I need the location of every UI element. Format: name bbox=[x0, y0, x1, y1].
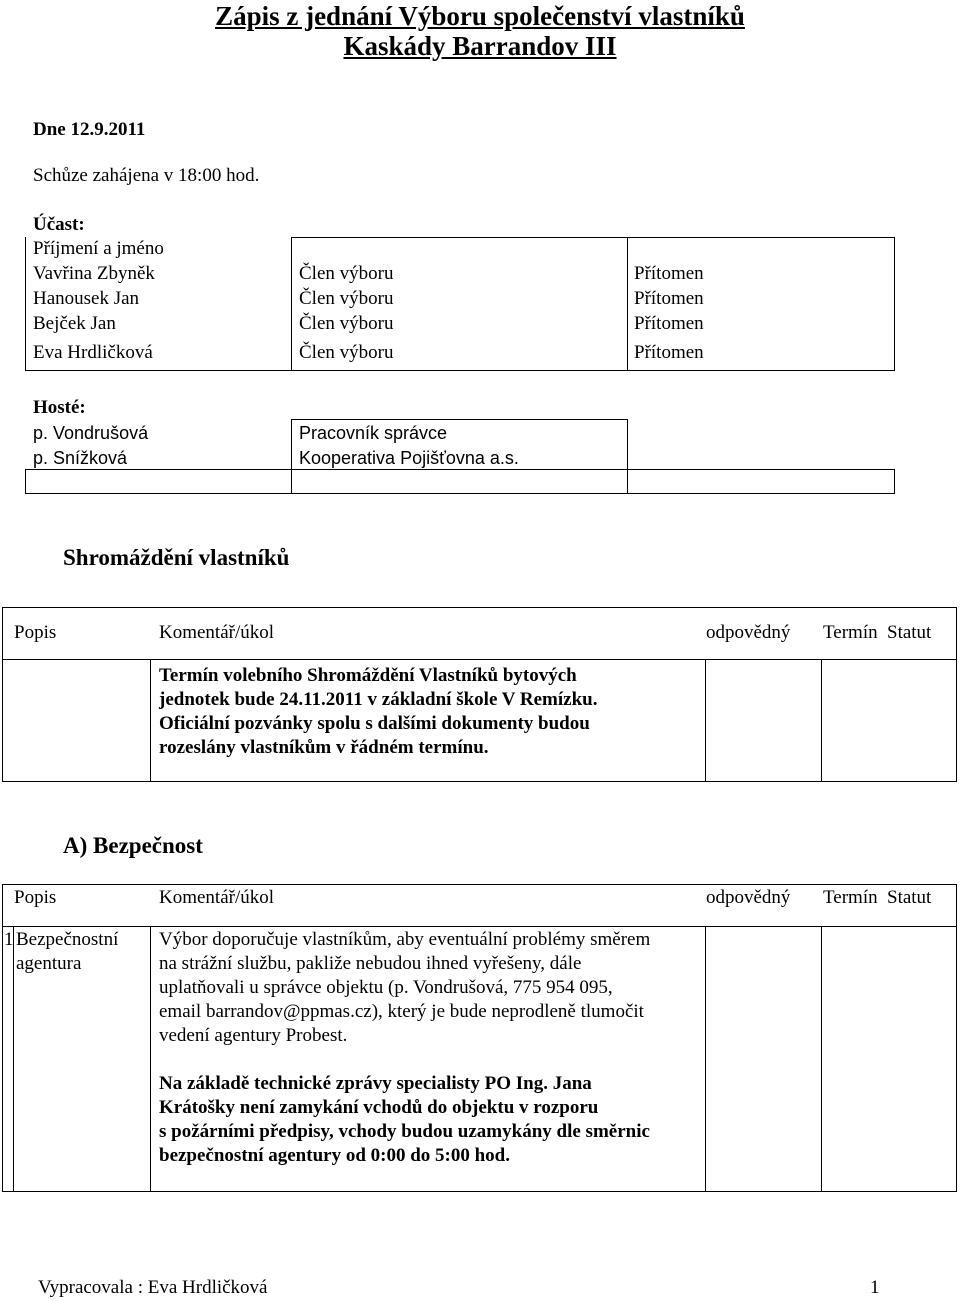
attendee-status: Přítomen bbox=[634, 263, 704, 284]
section-heading-assembly: Shromáždění vlastníků bbox=[63, 545, 290, 570]
attendee-status: Přítomen bbox=[634, 313, 704, 334]
attendee-role: Člen výboru bbox=[299, 313, 394, 334]
column-header-termin: Termín bbox=[823, 887, 878, 908]
attendee-status: Přítomen bbox=[634, 342, 704, 363]
guests-heading: Hosté: bbox=[33, 397, 86, 418]
footer-author: Vypracovala : Eva Hrdličková bbox=[38, 1277, 268, 1298]
guest-role: Kooperativa Pojišťovna a.s. bbox=[299, 448, 519, 468]
assembly-comment: Termín volebního Shromáždění Vlastníků bytových jednotek bude 24.11.2011 v základní škole V Remízku. Oficiální pozvánky spolu s dalšími dokumenty budou rozeslány vlastníkům v řádném termínu. bbox=[159, 665, 598, 758]
attendee-status: Přítomen bbox=[634, 288, 704, 309]
section-heading-security: A) Bezpečnost bbox=[63, 833, 203, 858]
attendee-role: Člen výboru bbox=[299, 342, 394, 363]
attendee-name: Vavřina Zbyněk bbox=[33, 263, 155, 284]
attendee-role: Člen výboru bbox=[299, 263, 394, 284]
column-header-popis: Popis bbox=[14, 622, 57, 643]
attendee-name: Bejček Jan bbox=[33, 313, 116, 334]
attendee-name: Eva Hrdličková bbox=[33, 342, 153, 363]
document-title-line-2: Kaskády Barrandov III bbox=[343, 31, 617, 61]
guest-name: p. Snížková bbox=[33, 448, 128, 468]
column-header-odpovedny: odpovědný bbox=[706, 887, 791, 908]
security-description: Bezpečnostní agentura bbox=[16, 929, 119, 974]
meeting-date: Dne 12.9.2011 bbox=[33, 119, 146, 140]
meeting-opened: Schůze zahájena v 18:00 hod. bbox=[33, 165, 260, 186]
document-title-line-1: Zápis z jednání Výboru společenství vlastníků bbox=[215, 1, 745, 31]
guest-role: Pracovník správce bbox=[299, 423, 448, 443]
attendee-name: Hanousek Jan bbox=[33, 288, 140, 309]
column-header-popis: Popis bbox=[14, 887, 57, 908]
column-header-komentar: Komentář/úkol bbox=[159, 622, 275, 643]
column-header-statut: Statut bbox=[887, 887, 932, 908]
attendance-heading: Účast: bbox=[33, 214, 85, 235]
row-number: 1 bbox=[4, 929, 14, 950]
column-header-odpovedny: odpovědný bbox=[706, 622, 791, 643]
security-comment-fire-safety: Na základě technické zprávy specialisty PO Ing. Jana Krátošky není zamykání vchodů do objektu v rozporu s požárními předpisy, vchody budou uzamykány dle směrnic bezpečnostní agentury od 0:00 do 5:00 hod. bbox=[159, 1073, 650, 1166]
column-header-termin: Termín bbox=[823, 622, 878, 643]
attendance-column-header: Příjmení a jméno bbox=[33, 238, 164, 259]
column-header-statut: Statut bbox=[887, 622, 932, 643]
footer-page-number: 1 bbox=[870, 1277, 880, 1298]
guest-name: p. Vondrušová bbox=[33, 423, 149, 443]
attendee-role: Člen výboru bbox=[299, 288, 394, 309]
column-header-komentar: Komentář/úkol bbox=[159, 887, 275, 908]
security-comment: Výbor doporučuje vlastníkům, aby eventuální problémy směrem na strážní službu, pakliže nebudou ihned vyřešeny, dále uplatňovali u správce objektu (p. Vondrušová, 775 954 095, email barrandov@ppmas.cz), který je bude neprodleně tlumočit vedení agentury Probest. bbox=[159, 929, 651, 1046]
